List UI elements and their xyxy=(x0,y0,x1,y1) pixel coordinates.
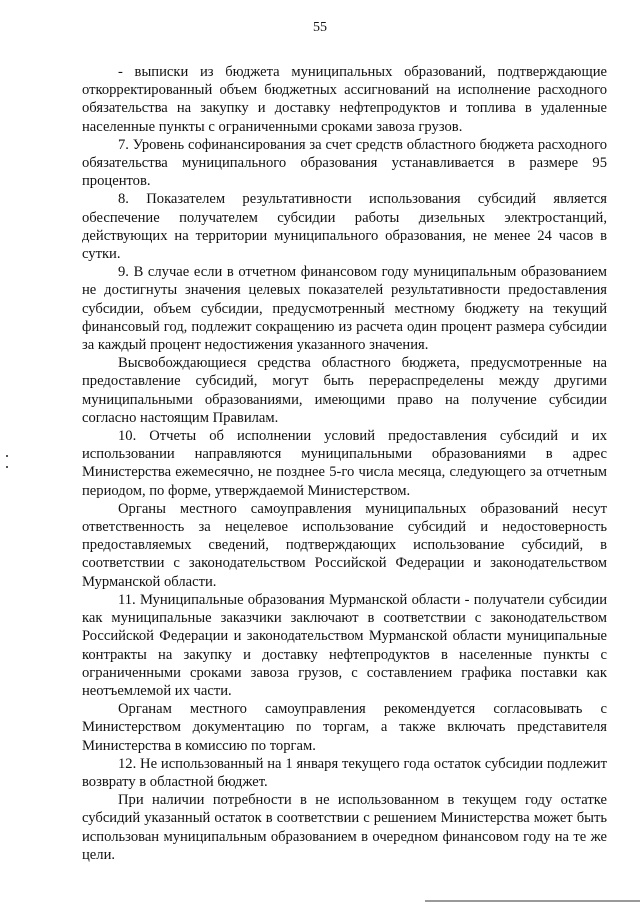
paragraph-8-performance-indicator: 8. Показателем результативности использования субсидий является обеспечение получателем субсидии работы дизельных электростанций, действующих на территории муниципального образования, не менее 24 часов в сутки. xyxy=(82,191,607,263)
paragraph-coordination: Органам местного самоуправления рекомендуется согласовывать с Министерством документацию по торгам, а также включать представителя Министерства в комиссию по торгам. xyxy=(82,701,607,754)
paragraph-12-return: 12. Не использованный на 1 января текущего года остаток субсидии подлежит возврату в областной бюджет. xyxy=(82,755,607,790)
paragraph-extracts: - выписки из бюджета муниципальных образований, подтверждающие откорректированный объем бюджетных ассигнований на исполнение расходного обязательства на закупку и доставку нефтепродуктов и топлива в удаленные населенные пункты с ограниченными сроками завоза грузов. xyxy=(82,64,607,135)
scan-edge-line xyxy=(425,900,640,902)
paragraph-10-reports: 10. Отчеты об исполнении условий предоставления субсидий и их использовании направляются муниципальными образованиями в адрес Министерства ежемесячно, не позднее 5-го числа месяца, следующего за отчетным периодом, по форме, утверждаемой Министерством. xyxy=(82,428,607,499)
paragraph-redistribution: Высвобождающиеся средства областного бюджета, предусмотренные на предоставление субсидий, могут быть перераспределены между другими муниципальными образованиями, имеющими право на получение субсидии согласно настоящим Правилам. xyxy=(82,355,607,426)
paragraph-11-contracts: 11. Муниципальные образования Мурманской области - получатели субсидии как муниципальные заказчики заключают в соответствии с законодательством Российской Федерации и законодательством Мурманской области муниципальные контракты на закупку и доставку нефтепродуктов в населенные пункты с ограниченными сроками завоза грузов, с составлением графика поставки как неотъемлемой их части. xyxy=(82,591,607,699)
paragraph-responsibility: Органы местного самоуправления муниципальных образований несут ответственность за нецелевое использование субсидий и недостоверность предоставляемых сведений, подтверждающих использование субсидий, в соответствии с законодательством Российской Федерации и законодательством Мурманской области. xyxy=(82,500,607,590)
paragraph-7-cofinancing: 7. Уровень софинансирования за счет средств областного бюджета расходного обязательства муниципального образования устанавливается в размере 95 процентов. xyxy=(82,136,607,190)
paragraph-9-reduction: 9. В случае если в отчетном финансовом году муниципальным образованием не достигнуты значения целевых показателей результативности предоставления субсидии, объем субсидии, предусмотренный местному бюджету на текущий финансовый год, подлежит сокращению из расчета один процент размера субсидии за каждый процент недостижения указанного значения. xyxy=(82,264,607,354)
document-body xyxy=(82,63,607,864)
paragraph-remainder-use: При наличии потребности в не использованном в текущем году остатке субсидий указанный остаток в соответствии с решением Министерства может быть использован муниципальным образованием в очередном финансовом году на те же цели. xyxy=(82,792,607,863)
scan-artifact xyxy=(6,466,8,468)
page-number: 55 xyxy=(313,20,327,35)
scan-artifact xyxy=(6,455,8,457)
